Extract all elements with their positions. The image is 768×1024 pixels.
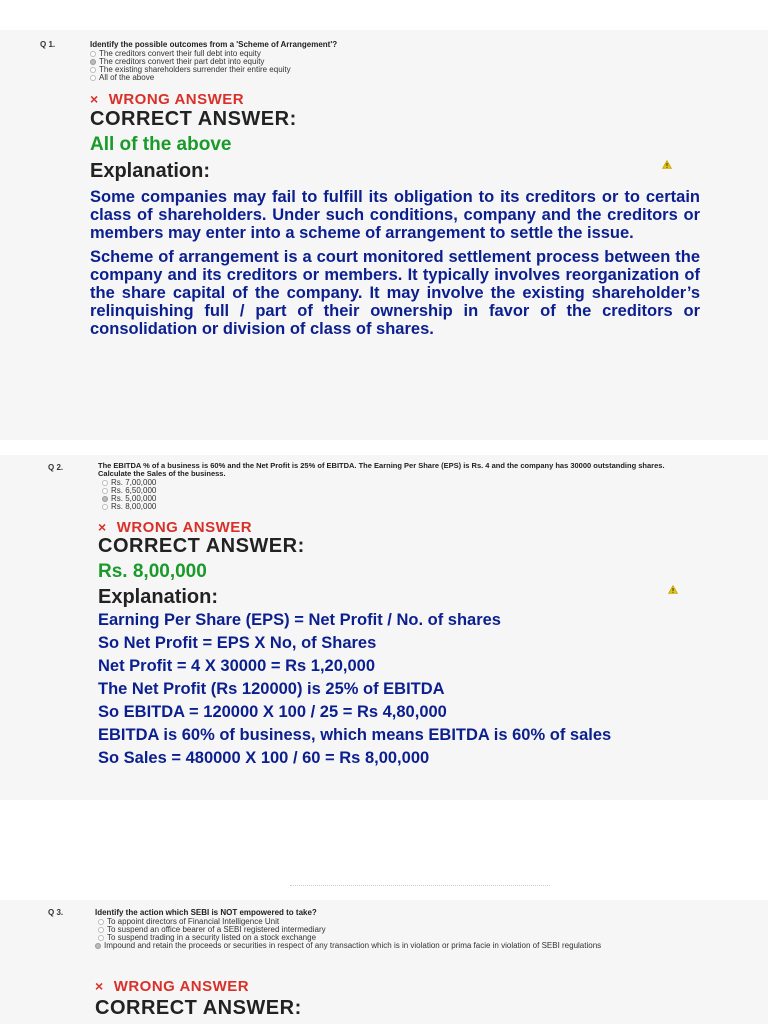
wrong-answer-label: × WRONG ANSWER <box>98 519 253 536</box>
option-label: The existing shareholders surrender their entire equity <box>99 65 291 74</box>
explanation-heading: Explanation: <box>98 586 219 608</box>
question-text: Identify the action which SEBI is NOT empowered to take? <box>95 908 317 917</box>
explanation-paragraph: Scheme of arrangement is a court monitored settlement process between the company and its creditors or members. It typically involves reorganization of the share capital of the company. It may involve the existing shareholder’s relinquishing full / part of their ownership in favor of the creditors or consolidation or division of class of shares. <box>90 248 700 338</box>
option-4[interactable] <box>102 503 156 511</box>
options-list <box>102 479 156 511</box>
option-label: Rs. 8,00,000 <box>111 502 157 511</box>
radio-button-selected-icon[interactable] <box>90 59 96 65</box>
question-block-2 <box>0 455 768 800</box>
radio-button-icon[interactable] <box>98 927 104 933</box>
cross-icon: × <box>90 91 99 107</box>
option-label: To suspend an office bearer of a SEBI registered intermediary <box>107 925 326 934</box>
explanation-line: So EBITDA = 120000 X 100 / 25 = Rs 4,80,000 <box>98 703 447 721</box>
explanation-heading: Explanation: <box>90 160 211 182</box>
cross-icon: × <box>98 519 107 535</box>
options-list <box>98 918 655 950</box>
question-number: Q 1. <box>40 40 56 49</box>
explanation-body <box>90 188 700 344</box>
radio-button-selected-icon[interactable] <box>102 496 108 502</box>
option-label: To suspend trading in a security listed on a stock exchange <box>107 933 317 942</box>
radio-button-icon[interactable] <box>90 67 96 73</box>
radio-button-icon[interactable] <box>102 480 108 486</box>
option-label: Rs. 7,00,000 <box>111 478 157 487</box>
correct-answer-heading: CORRECT ANSWER: <box>95 997 302 1019</box>
explanation-line: So Net Profit = EPS X No, of Shares <box>98 634 377 652</box>
correct-answer-value: All of the above <box>90 134 232 155</box>
option-label: The creditors convert their part debt into equity <box>99 57 265 66</box>
explanation-line: The Net Profit (Rs 120000) is 25% of EBITDA <box>98 680 445 698</box>
option-4[interactable] <box>95 942 655 950</box>
question-number: Q 2. <box>48 463 64 472</box>
option-label: All of the above <box>99 73 155 82</box>
question-text: The EBITDA % of a business is 60% and the Net Profit is 25% of EBITDA. The Earning Per Share (EPS) is Rs. 4 and the company has 30000 outstanding shares. Calculate the Sales of the business. <box>98 461 665 478</box>
explanation-line: Net Profit = 4 X 30000 = Rs 1,20,000 <box>98 657 375 675</box>
cross-icon: × <box>95 978 104 994</box>
radio-button-icon[interactable] <box>90 51 96 57</box>
option-4[interactable] <box>90 74 291 82</box>
radio-button-icon[interactable] <box>98 919 104 925</box>
explanation-line: EBITDA is 60% of business, which means EBITDA is 60% of sales <box>98 726 612 744</box>
question-block-3 <box>0 900 768 1024</box>
option-label: Rs. 5,00,000 <box>111 494 157 503</box>
radio-button-icon[interactable] <box>90 75 96 81</box>
explanation-paragraph: Some companies may fail to fulfill its obligation to its creditors or to certain class of shareholders. Under such conditions, company and the creditors or members may enter into a scheme of arrangement to settle the issue. <box>90 188 700 242</box>
explanation-body <box>98 611 708 772</box>
radio-button-icon[interactable] <box>102 504 108 510</box>
warning-icon[interactable] <box>668 585 678 594</box>
explanation-line: So Sales = 480000 X 100 / 60 = Rs 8,00,000 <box>98 749 430 767</box>
wrong-answer-label: × WRONG ANSWER <box>90 91 245 108</box>
explanation-line: Earning Per Share (EPS) = Net Profit / No. of shares <box>98 611 501 629</box>
option-label: Impound and retain the proceeds or securities in respect of any transaction which is in violation or prima facie in violation of SEBI regulations <box>104 941 602 950</box>
option-label: The creditors convert their full debt into equity <box>99 49 261 58</box>
option-label: To appoint directors of Financial Intelligence Unit <box>107 917 280 926</box>
correct-answer-heading: CORRECT ANSWER: <box>98 535 305 557</box>
warning-icon[interactable] <box>662 160 672 169</box>
question-text: Identify the possible outcomes from a 'Scheme of Arrangement'? <box>90 40 338 49</box>
option-label: Rs. 6,50,000 <box>111 486 157 495</box>
radio-button-icon[interactable] <box>102 488 108 494</box>
correct-answer-value: Rs. 8,00,000 <box>98 561 207 582</box>
correct-answer-heading: CORRECT ANSWER: <box>90 108 297 130</box>
question-number: Q 3. <box>48 908 64 917</box>
separator-line <box>290 885 550 887</box>
radio-button-selected-icon[interactable] <box>95 943 101 949</box>
wrong-answer-label: × WRONG ANSWER <box>95 978 250 995</box>
options-list <box>90 50 291 82</box>
question-block-1 <box>0 30 768 440</box>
